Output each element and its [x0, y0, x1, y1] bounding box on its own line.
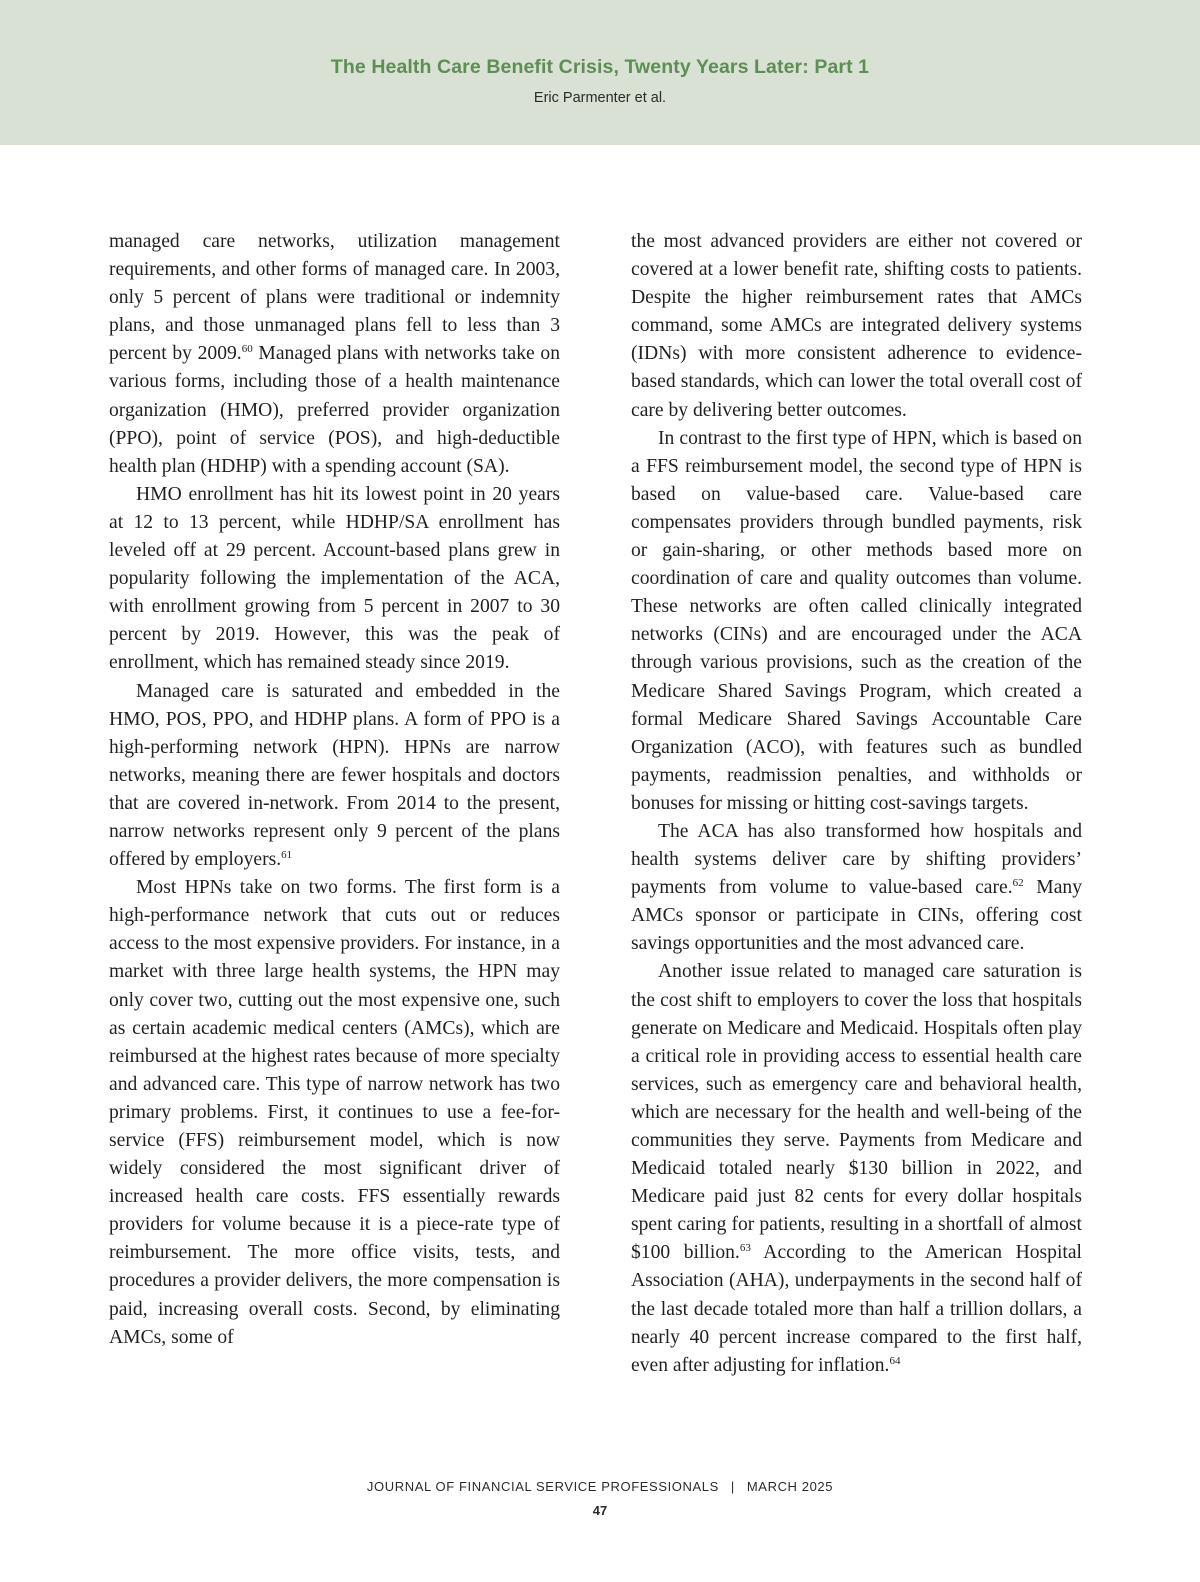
article-authors: Eric Parmenter et al. [533, 90, 667, 106]
article-title: The Health Care Benefit Crisis, Twenty Years Later: Part 1 [330, 56, 870, 78]
page-number: 47 [592, 1503, 608, 1518]
paragraph-text: The ACA has also transformed how hospitals and health systems deliver care by shifting providers’ payments from volume to value-based care. [631, 820, 1082, 899]
footnote-reference: 60 [241, 343, 253, 356]
paragraph-text: Many AMCs sponsor or participate in CINs, offering cost savings opportunities and the most advanced care. [631, 877, 1082, 955]
paragraph-text: managed care networks, utilization management requirements, and other forms of managed care. In 2003, only 5 percent of plans were traditional or indemnity plans, and those unmanaged plans fell to less than 3 percent by 2009. [109, 231, 560, 365]
body-paragraph [631, 425, 1082, 818]
body-paragraph [631, 228, 1082, 425]
paragraph-text: the most advanced providers are either not covered or covered at a lower benefit rate, shifting costs to patients. Despite the higher reimbursement rates that AMCs command, some AMCs are integrated delivery systems (IDNs) with more consistent adherence to evidence-based standards, which can lower the total overall cost of care by delivering better outcomes. [631, 231, 1082, 421]
paragraph-text: Another issue related to managed care saturation is the cost shift to employers to cover the loss that hospitals generate on Medicare and Medicaid. Hospitals often play a critical role in providing access to essential health care services, such as emergency care and behavioral health, which are necessary for the health and well-being of the communities they serve. Payments from Medicare and Medicaid totaled nearly $130 billion in 2022, and Medicare paid just 82 cents for every dollar hospitals spent caring for patients, resulting in a shortfall of almost $100 billion. [631, 961, 1082, 1264]
right-column [631, 228, 1082, 1380]
footer-journal-line [0, 1479, 1200, 1494]
footnote-reference: 61 [281, 849, 293, 862]
paragraph-text: According to the American Hospital Association (AHA), underpayments in the second half of the last decade totaled more than half a trillion dollars, a nearly 40 percent increase compared to the first half, even after adjusting for inflation. [631, 1242, 1082, 1376]
body-paragraph [109, 874, 560, 1352]
paragraph-text: In contrast to the first type of HPN, which is based on a FFS reimbursement model, the second type of HPN is based on value-based care. Value-based care compensates providers through bundled payments, risk or gain-sharing, or other methods based more on coordination of care and quality outcomes than volume. These networks are often called clinically integrated networks (CINs) and are encouraged under the ACA through various provisions, such as the creation of the Medicare Shared Savings Program, which created a formal Medicare Shared Savings Accountable Care Organization (ACO), with features such as bundled payments, readmission penalties, and withholds or bonuses for missing or hitting cost-savings targets. [631, 427, 1082, 814]
body-paragraph [109, 678, 560, 875]
paragraph-text: HMO enrollment has hit its lowest point in 20 years at 12 to 13 percent, while HDHP/SA enrollment has leveled off at 29 percent. Account-based plans grew in popularity following the implementation of the ACA, with enrollment growing from 5 percent in 2007 to 30 percent by 2019. However, this was the peak of enrollment, which has remained steady since 2019. [109, 483, 560, 674]
paragraph-text: Most HPNs take on two forms. The first form is a high-performance network that cuts out or reduces access to the most expensive providers. For instance, in a market with three large health systems, the HPN may only cover two, cutting out the most expensive one, such as certain academic medical centers (AMCs), which are reimbursed at the highest rates because of more specialty and advanced care. This type of narrow network has two primary problems. First, it continues to use a fee-for-service (FFS) reimbursement model, which is now widely considered the most significant driver of increased health care costs. FFS essentially rewards providers for volume because it is a piece-rate type of reimbursement. The more office visits, tests, and procedures a provider delivers, the more compensation is paid, increasing overall costs. Second, by eliminating AMCs, some of [109, 877, 560, 1348]
issue-date: MARCH 2025 [746, 1479, 834, 1494]
journal-name: JOURNAL OF FINANCIAL SERVICE PROFESSIONALS [366, 1479, 719, 1494]
paragraph-text: Managed care is saturated and embedded in the HMO, POS, PPO, and HDHP plans. A form of PPO is a high-performing network (HPN). HPNs are narrow networks, meaning there are fewer hospitals and doctors that are covered in-network. From 2014 to the present, narrow networks represent only 9 percent of the plans offered by employers. [109, 680, 560, 871]
header-band [0, 0, 1200, 145]
paragraph-text: Managed plans with networks take on various forms, including those of a health maintenance organization (HMO), preferred provider organization (PPO), point of service (POS), and high-deductible health plan (HDHP) with a spending account (SA). [109, 343, 560, 477]
footnote-reference: 63 [739, 1242, 751, 1255]
footnote-reference: 64 [889, 1354, 901, 1367]
body-paragraph [631, 958, 1082, 1379]
footer-separator: | [730, 1479, 735, 1494]
body-paragraph [109, 228, 560, 481]
body-paragraph [631, 818, 1082, 958]
left-column [109, 228, 560, 1352]
footnote-reference: 62 [1012, 877, 1024, 890]
body-paragraph [109, 481, 560, 678]
